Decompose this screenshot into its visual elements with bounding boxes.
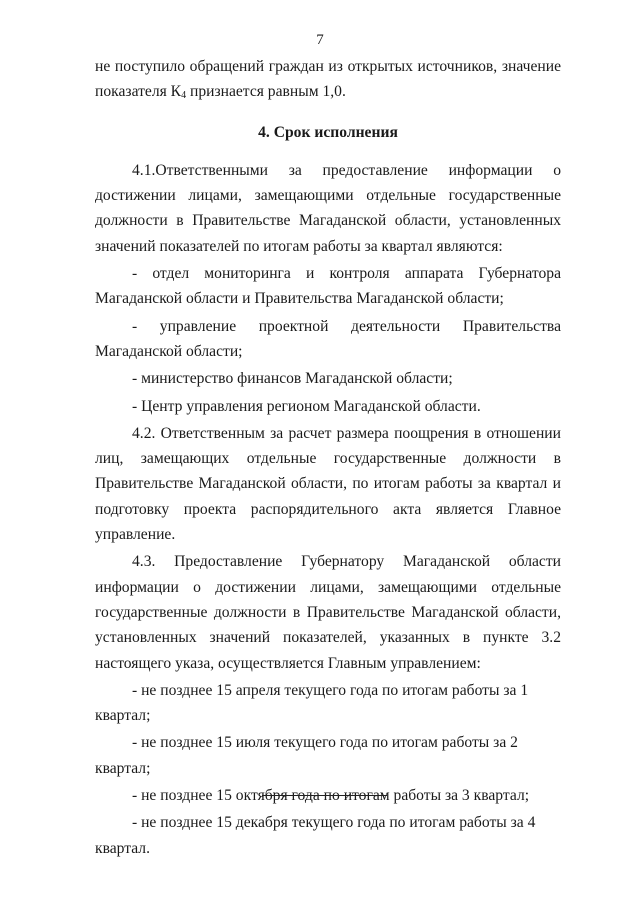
responsible-item-2: - управление проектной деятельности Правительства Магаданской области; xyxy=(95,317,561,360)
k4-subscript: 4 xyxy=(181,90,187,102)
intro-line-2 xyxy=(95,79,561,104)
responsible-item-1: - отдел мониторинга и контроля аппарата Губернатора Магаданской области и Правительства Магаданской области; xyxy=(95,265,561,308)
deadline-item-3: - не позднее 15 октября года по итогам работы за 3 квартал; xyxy=(132,787,530,805)
intro-line-2-text: показателя К xyxy=(95,83,182,101)
deadline-item-2: - не позднее 15 июля текущего года по итогам работы за 2 квартал; xyxy=(95,734,518,777)
intro-line-1: не поступило обращений граждан из открытых источников, значение xyxy=(95,58,561,75)
responsible-item-4: - Центр управления регионом Магаданской области. xyxy=(132,397,481,415)
deadline-item-1: - не позднее 15 апреля текущего года по итогам работы за 1 квартал; xyxy=(95,681,529,725)
page-number: 7 xyxy=(316,32,324,48)
paragraph-4-1: 4.1.Ответственными за предоставление информации о достижении лицами, замещающими отдельные государственные должности в Правительстве Магаданской области, установленных значений показателей по итогам работы за квартал являются: xyxy=(95,161,561,255)
deadline-item-4: - не позднее 15 декабря текущего года по итогам работы за 4 квартал. xyxy=(95,814,536,857)
intro-line-2-end: признается равным 1,0. xyxy=(186,83,346,101)
paragraph-4-2: 4.2. Ответственным за расчет размера поощрения в отношении лиц, замещающих отдельные государственные должности в Правительстве Магаданской области, по итогам работы за квартал и подготовку проекта распорядительного акта является Главное управление. xyxy=(95,424,561,544)
responsible-item-3: - министерство финансов Магаданской области; xyxy=(132,370,453,388)
section-title: 4. Срок исполнения xyxy=(258,123,398,141)
paragraph-4-3: 4.3. Предоставление Губернатору Магаданской области информации о достижении лицами, замещающими отдельные государственные должности в Правительстве Магаданской области, установленных значений показателей, указанных в пункте 3.2 настоящего указа, осуществляется Главным управлением: xyxy=(95,553,561,672)
closing-rule xyxy=(262,795,387,796)
document-body xyxy=(95,54,561,861)
